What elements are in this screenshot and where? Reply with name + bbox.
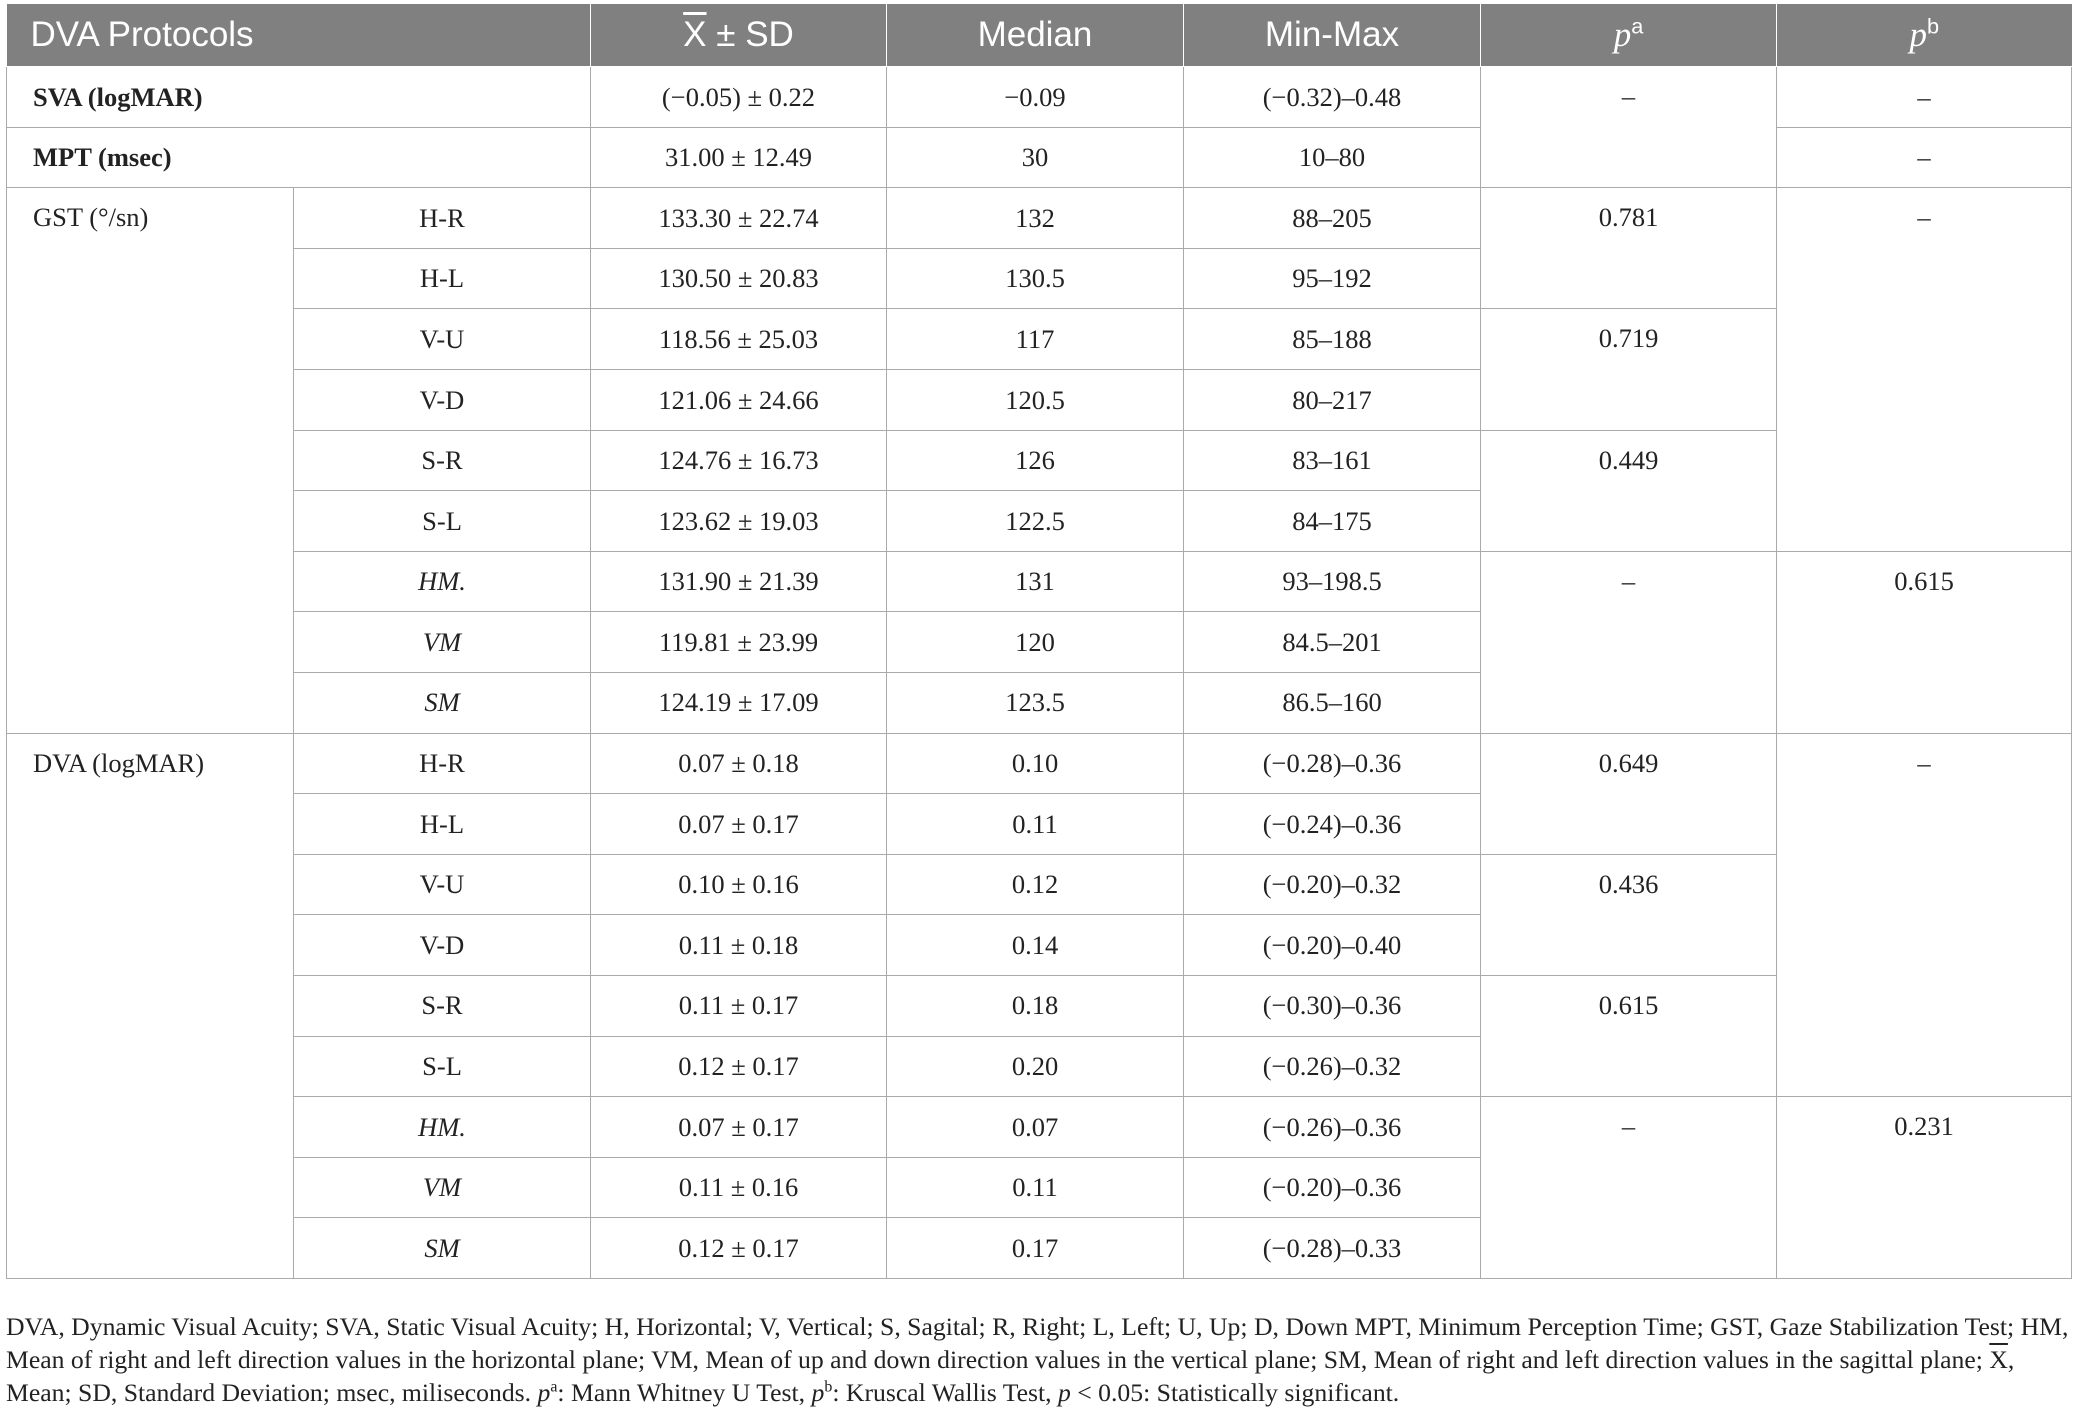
cell-median: 123.5: [887, 672, 1184, 733]
cell-median: 0.14: [887, 915, 1184, 976]
cell-minmax: (−0.28)–0.36: [1184, 733, 1481, 794]
row-label-mpt: MPT (msec): [7, 127, 591, 188]
cell-direction: HM.: [294, 551, 591, 612]
cell-mean: 121.06 ± 24.66: [591, 369, 887, 430]
cell-pa: 0.719: [1481, 309, 1777, 430]
cell-minmax: (−0.20)–0.32: [1184, 854, 1481, 915]
cell-minmax: (−0.32)–0.48: [1184, 67, 1481, 128]
cell-pb: –: [1777, 733, 2072, 1097]
cell-direction: H-R: [294, 733, 591, 794]
cell-direction: HM.: [294, 1097, 591, 1158]
cell-direction: SM: [294, 1218, 591, 1279]
cell-mean: 131.90 ± 21.39: [591, 551, 887, 612]
cell-mean: 0.11 ± 0.18: [591, 915, 887, 976]
cell-mean: (−0.05) ± 0.22: [591, 67, 887, 128]
header-mean-sd-text: ± SD: [706, 15, 794, 54]
cell-mean: 0.07 ± 0.17: [591, 1097, 887, 1158]
cell-median: 130.5: [887, 248, 1184, 309]
cell-mean: 0.12 ± 0.17: [591, 1218, 887, 1279]
footnote-part3: : Mann Whitney U Test,: [557, 1378, 812, 1407]
cell-minmax: 85–188: [1184, 309, 1481, 370]
footnote-xbar: $\overline{X}$: [1989, 1345, 2008, 1374]
cell-mean: 0.11 ± 0.17: [591, 975, 887, 1036]
cell-mean: 31.00 ± 12.49: [591, 127, 887, 188]
group-label-gst: GST (°/sn): [7, 188, 294, 733]
footnote-pb-p: p: [811, 1378, 825, 1407]
cell-direction: S-L: [294, 491, 591, 552]
cell-direction: H-R: [294, 188, 591, 249]
cell-minmax: (−0.30)–0.36: [1184, 975, 1481, 1036]
cell-direction: V-U: [294, 854, 591, 915]
cell-mean: 0.07 ± 0.17: [591, 794, 887, 855]
cell-median: 131: [887, 551, 1184, 612]
table-row: [7, 188, 2072, 249]
cell-median: 0.11: [887, 1157, 1184, 1218]
cell-median: 120: [887, 612, 1184, 673]
cell-mean: 124.76 ± 16.73: [591, 430, 887, 491]
cell-mean: 124.19 ± 17.09: [591, 672, 887, 733]
cell-pa: 0.449: [1481, 430, 1777, 551]
cell-pa: –: [1481, 551, 1777, 733]
cell-pa: –: [1481, 67, 1777, 188]
cell-direction: H-L: [294, 248, 591, 309]
table-row: [7, 854, 2072, 915]
cell-direction: VM: [294, 1157, 591, 1218]
cell-pb: –: [1777, 127, 2072, 188]
cell-mean: 0.07 ± 0.18: [591, 733, 887, 794]
cell-pa: 0.615: [1481, 975, 1777, 1096]
cell-minmax: (−0.28)–0.33: [1184, 1218, 1481, 1279]
pb-sup: b: [1926, 13, 1940, 39]
table-row: [7, 309, 2072, 370]
results-table: [6, 4, 2072, 1279]
cell-minmax: (−0.24)–0.36: [1184, 794, 1481, 855]
cell-median: 0.07: [887, 1097, 1184, 1158]
cell-mean: 123.62 ± 19.03: [591, 491, 887, 552]
footnote-pa-sup: a: [550, 1378, 558, 1396]
cell-median: 0.12: [887, 854, 1184, 915]
footnote-part1: DVA, Dynamic Visual Acuity; SVA, Static Visual Acuity; H, Horizontal; V, Vertical; S, Sagital; R, Right; L, Left; U, Up; D, Down MPT, Minimum Perception Time; GST, Gaze Stabilization Test; HM, Mean of right and left direction values in the horizontal plane; VM, Mean of up and down direction values in the vertical plane; SM, Mean of right and left direction values in the sagittal plane;: [6, 1312, 2069, 1374]
footnote-part4: : Kruscal Wallis Test,: [832, 1378, 1058, 1407]
cell-median: 126: [887, 430, 1184, 491]
cell-direction: S-R: [294, 430, 591, 491]
pb-p: p: [1909, 15, 1927, 54]
cell-minmax: 84–175: [1184, 491, 1481, 552]
table-row: [7, 1097, 2072, 1158]
cell-minmax: 80–217: [1184, 369, 1481, 430]
cell-direction: S-L: [294, 1036, 591, 1097]
cell-pa: 0.436: [1481, 854, 1777, 975]
cell-direction: H-L: [294, 794, 591, 855]
cell-direction: S-R: [294, 975, 591, 1036]
footnote-part2: , Mean; SD, Standard Deviation; msec, miliseconds.: [6, 1345, 2015, 1407]
table-footnote: [6, 1310, 2076, 1409]
cell-median: 0.11: [887, 794, 1184, 855]
cell-mean: 0.11 ± 0.16: [591, 1157, 887, 1218]
footnote-p: p: [1057, 1378, 1071, 1407]
table-row: [7, 733, 2072, 794]
cell-mean: 133.30 ± 22.74: [591, 188, 887, 249]
cell-direction: V-D: [294, 369, 591, 430]
header-pa: [1481, 4, 1777, 67]
header-row: [7, 4, 2072, 67]
cell-median: 122.5: [887, 491, 1184, 552]
cell-median: 117: [887, 309, 1184, 370]
cell-mean: 119.81 ± 23.99: [591, 612, 887, 673]
footnote-pb-sup: b: [824, 1378, 833, 1396]
group-label-dva: DVA (logMAR): [7, 733, 294, 1278]
cell-pb: 0.231: [1777, 1097, 2072, 1279]
cell-median: 120.5: [887, 369, 1184, 430]
cell-mean: 0.12 ± 0.17: [591, 1036, 887, 1097]
cell-direction: V-U: [294, 309, 591, 370]
row-label-sva: SVA (logMAR): [7, 67, 591, 128]
cell-minmax: 86.5–160: [1184, 672, 1481, 733]
cell-median: 0.17: [887, 1218, 1184, 1279]
cell-median: −0.09: [887, 67, 1184, 128]
footnote-pa-p: p: [537, 1378, 551, 1407]
cell-median: 0.18: [887, 975, 1184, 1036]
cell-pa: 0.649: [1481, 733, 1777, 854]
pa-sup: a: [1631, 13, 1644, 39]
header-pb: [1777, 4, 2072, 67]
cell-median: 0.20: [887, 1036, 1184, 1097]
cell-pb: –: [1777, 188, 2072, 552]
footnote-part5: < 0.05: Statistically significant.: [1070, 1378, 1400, 1407]
cell-minmax: 84.5–201: [1184, 612, 1481, 673]
cell-median: 132: [887, 188, 1184, 249]
cell-direction: V-D: [294, 915, 591, 976]
cell-direction: VM: [294, 612, 591, 673]
cell-minmax: (−0.20)–0.36: [1184, 1157, 1481, 1218]
cell-minmax: 88–205: [1184, 188, 1481, 249]
header-minmax: Min-Max: [1184, 4, 1481, 67]
cell-median: 30: [887, 127, 1184, 188]
cell-minmax: 95–192: [1184, 248, 1481, 309]
cell-minmax: (−0.20)–0.40: [1184, 915, 1481, 976]
cell-minmax: 93–198.5: [1184, 551, 1481, 612]
cell-minmax: 83–161: [1184, 430, 1481, 491]
cell-pb: 0.615: [1777, 551, 2072, 733]
cell-mean: 130.50 ± 20.83: [591, 248, 887, 309]
pa-p: p: [1613, 15, 1632, 54]
cell-mean: 118.56 ± 25.03: [591, 309, 887, 370]
table-row: [7, 67, 2072, 128]
table-row: [7, 430, 2072, 491]
table-row: [7, 551, 2072, 612]
xbar-symbol: $\overline{X}$: [683, 15, 707, 54]
header-median: Median: [887, 4, 1184, 67]
header-mean-sd: [591, 4, 887, 67]
table-row: [7, 975, 2072, 1036]
cell-minmax: (−0.26)–0.32: [1184, 1036, 1481, 1097]
cell-pb: –: [1777, 67, 2072, 128]
cell-pa: –: [1481, 1097, 1777, 1279]
cell-median: 0.10: [887, 733, 1184, 794]
cell-direction: SM: [294, 672, 591, 733]
cell-minmax: (−0.26)–0.36: [1184, 1097, 1481, 1158]
cell-minmax: 10–80: [1184, 127, 1481, 188]
cell-pa: 0.781: [1481, 188, 1777, 309]
cell-mean: 0.10 ± 0.16: [591, 854, 887, 915]
header-protocols: DVA Protocols: [7, 4, 591, 67]
